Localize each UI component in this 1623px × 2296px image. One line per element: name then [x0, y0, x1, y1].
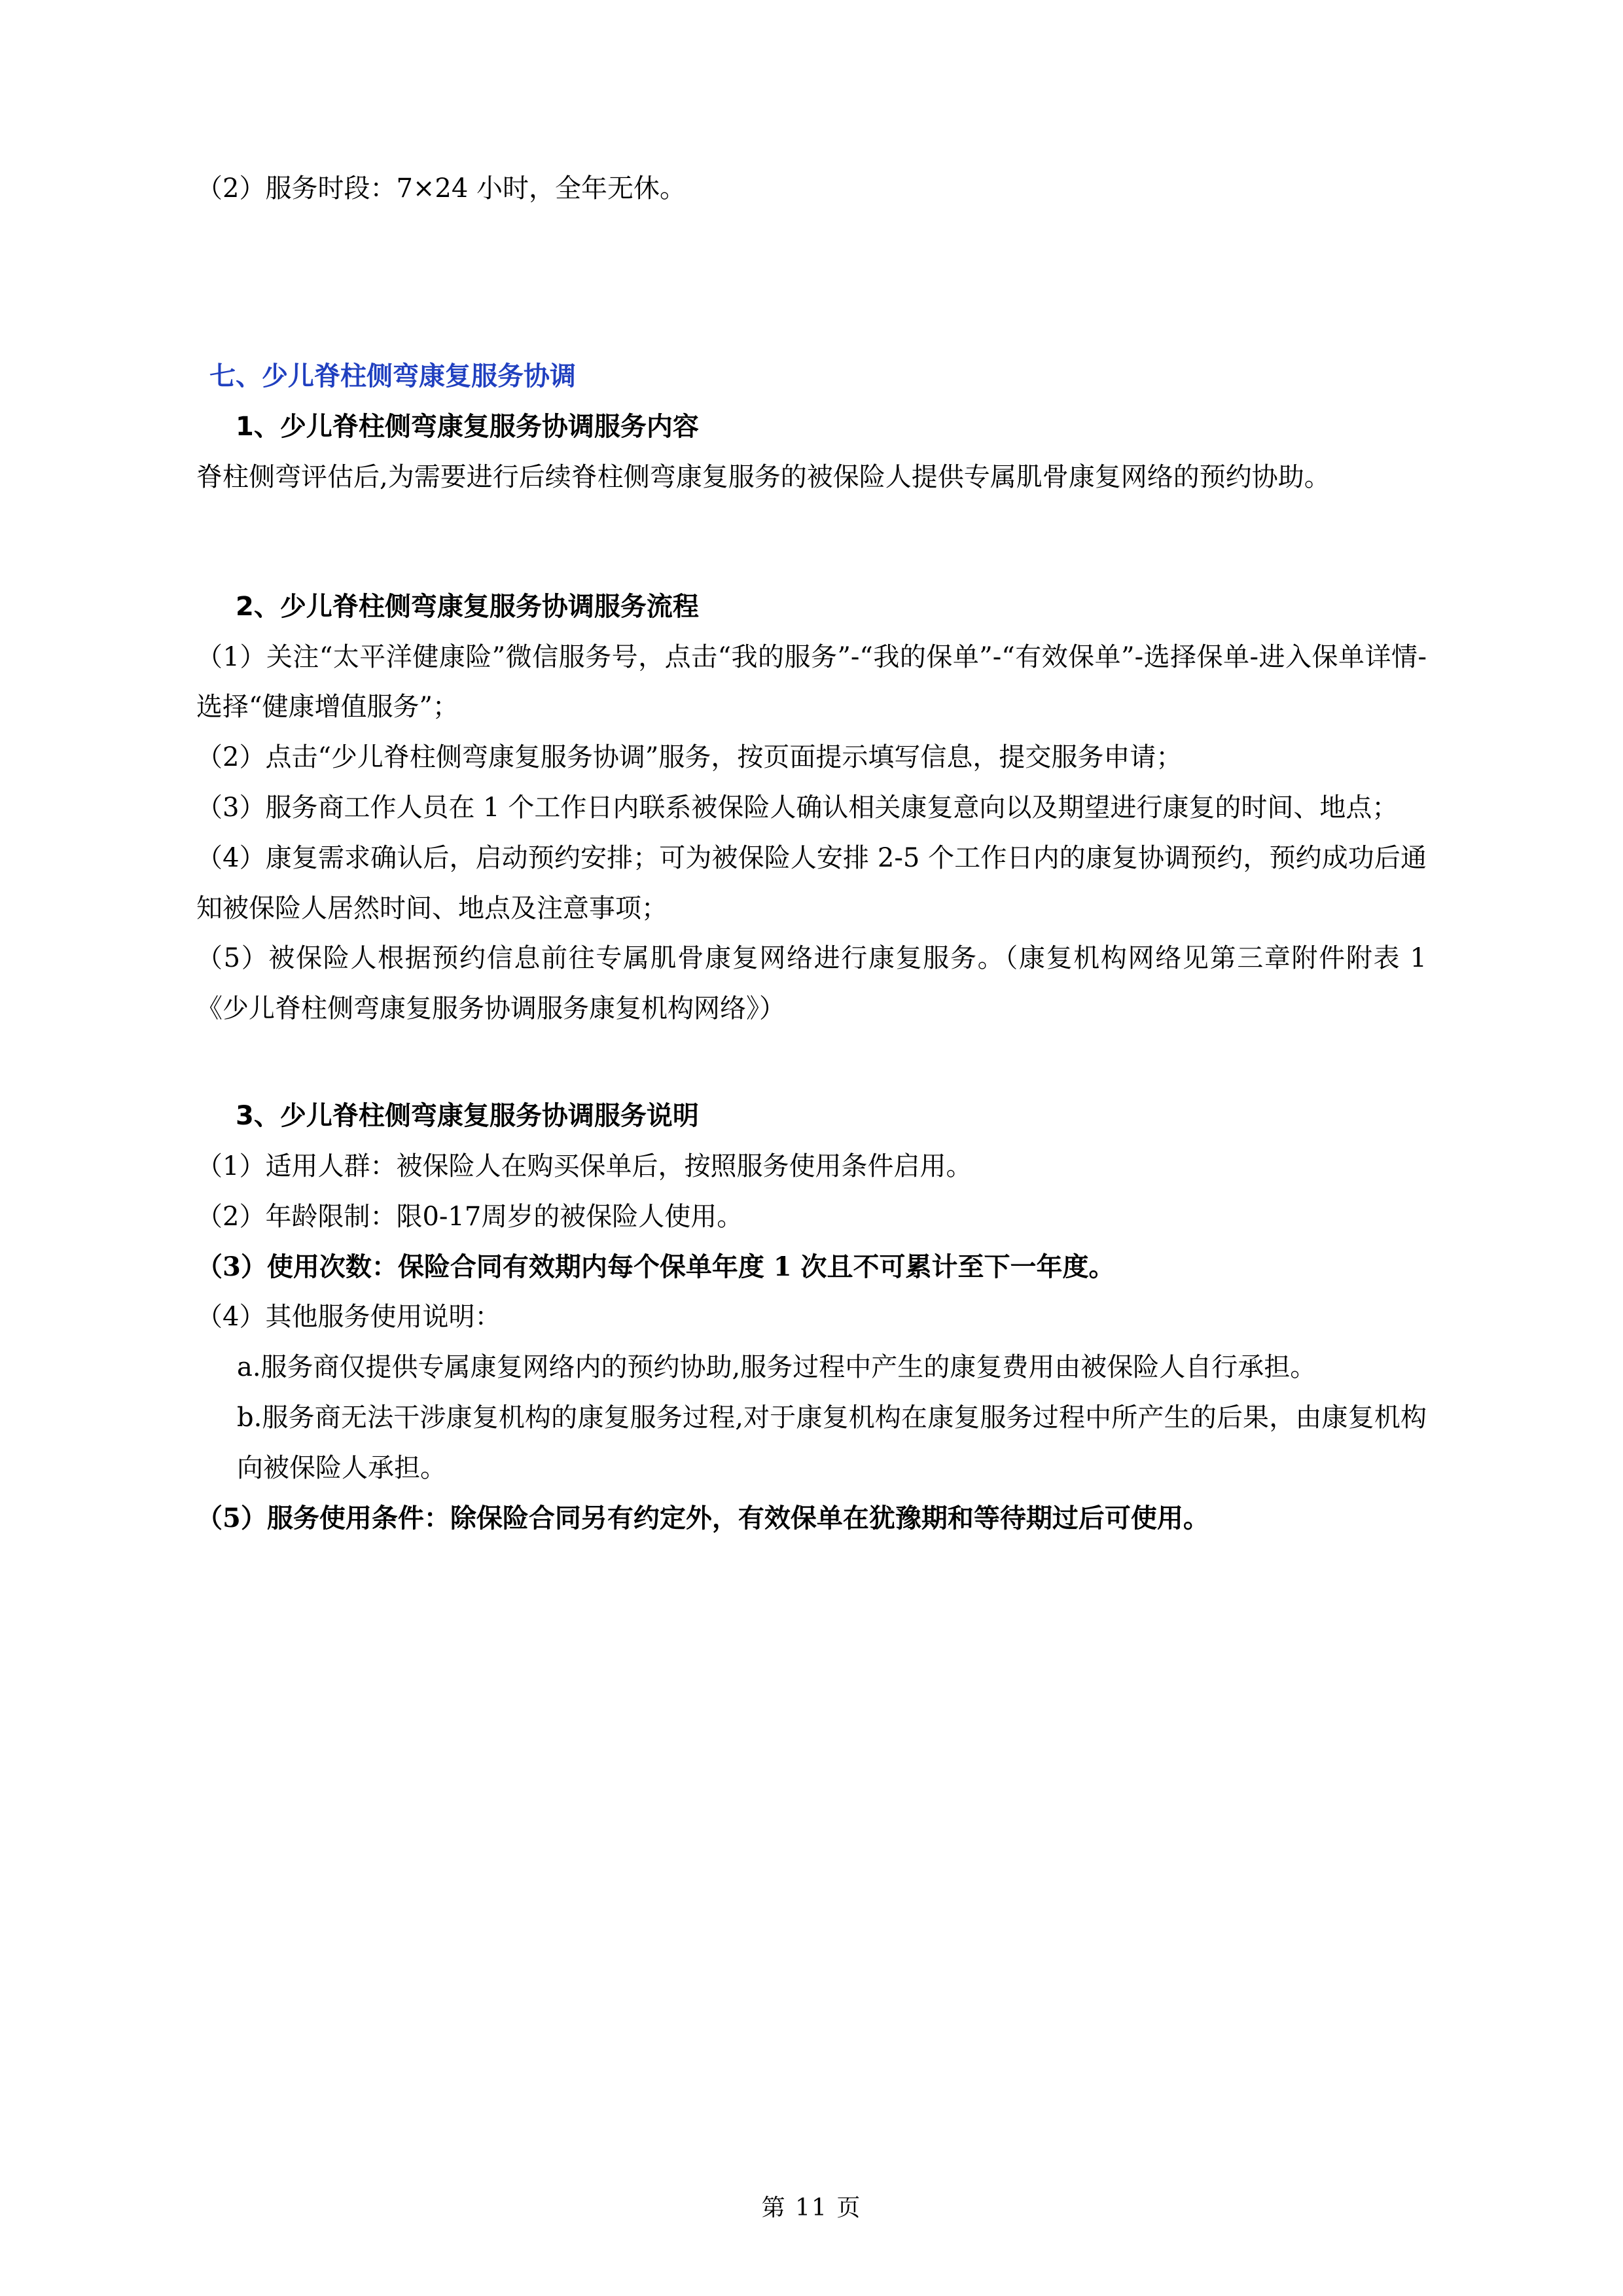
note-subitem-b: b.服务商无法干涉康复机构的康复服务过程,对于康复机构在康复服务过程中所产生的后果，由康复机构向被保险人承担。 — [237, 1402, 1427, 1483]
subsection-heading-3: 3、少儿脊柱侧弯康复服务协调服务说明 — [236, 1100, 699, 1131]
subsection-1-body: 脊柱侧弯评估后,为需要进行后续脊柱侧弯康复服务的被保险人提供专属肌骨康复网络的预约协助。 — [196, 461, 1330, 492]
process-item-3: （3）服务商工作人员在 1 个工作日内联系被保险人确认相关康复意向以及期望进行康复的时间、地点； — [196, 792, 1399, 823]
process-item-1: （1）关注“太平洋健康险”微信服务号，点击“我的服务”-“我的保单”-“有效保单”-选择保单-进入保单详情-选择“健康增值服务”； — [196, 641, 1427, 723]
document-body — [196, 164, 1427, 1543]
process-item-4: （4）康复需求确认后，启动预约安排；可为被保险人安排 2-5 个工作日内的康复协调预约，预约成功后通知被保险人居然时间、地点及注意事项； — [196, 842, 1427, 924]
note-subitem-a: a.服务商仅提供专属康复网络内的预约协助,服务过程中产生的康复费用由被保险人自行承担。 — [237, 1352, 1317, 1383]
spacer — [196, 503, 1427, 581]
process-item-2: （2）点击“少儿脊柱侧弯康复服务协调”服务，按页面提示填写信息，提交服务申请； — [196, 742, 1183, 773]
note-item-1: （1）适用人群：被保险人在购买保单后，按照服务使用条件启用。 — [196, 1151, 972, 1181]
spacer — [196, 214, 1427, 351]
note-item-4: （4）其他服务使用说明： — [196, 1302, 501, 1333]
note-item-5: （5）服务使用条件：除保险合同另有约定外，有效保单在犹豫期和等待期过后可使用。 — [196, 1502, 1209, 1534]
page-footer: 第 11 页 — [761, 2195, 862, 2221]
spacer — [196, 1034, 1427, 1090]
note-item-2: （2）年龄限制：限0-17周岁的被保险人使用。 — [196, 1201, 743, 1232]
service-hours-line: （2）服务时段：7×24 小时，全年无休。 — [196, 173, 687, 204]
subsection-heading-2: 2、少儿脊柱侧弯康复服务协调服务流程 — [236, 591, 699, 622]
section-heading-seven: 七、少儿脊柱侧弯康复服务协调 — [209, 361, 576, 391]
subsection-heading-1: 1、少儿脊柱侧弯康复服务协调服务内容 — [236, 411, 699, 442]
note-item-3: （3）使用次数：保险合同有效期内每个保单年度 1 次且不可累计至下一年度。 — [196, 1251, 1115, 1282]
process-item-5: （5）被保险人根据预约信息前往专属肌骨康复网络进行康复服务。（康复机构网络见第三章附件附表 1《少儿脊柱侧弯康复服务协调服务康复机构网络》） — [196, 943, 1427, 1024]
